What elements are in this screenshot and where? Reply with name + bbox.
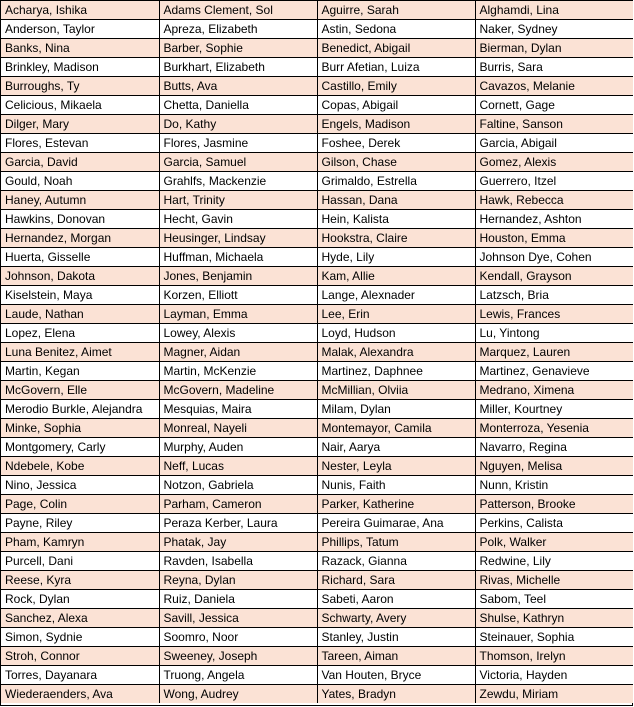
name-cell[interactable]: Pereira Guimarae, Ana bbox=[317, 514, 475, 533]
table-row bbox=[1, 419, 633, 438]
name-cell[interactable]: Martin, Kegan bbox=[1, 362, 159, 381]
table-row bbox=[1, 305, 633, 324]
name-cell[interactable]: Grimaldo, Estrella bbox=[317, 172, 475, 191]
name-cell[interactable]: Guerrero, Itzel bbox=[475, 172, 633, 191]
name-cell[interactable]: Sanchez, Alexa bbox=[1, 609, 159, 628]
name-cell[interactable]: Phatak, Jay bbox=[159, 533, 317, 552]
name-cell[interactable]: Chetta, Daniella bbox=[159, 96, 317, 115]
name-cell[interactable]: Wiederaenders, Ava bbox=[1, 685, 159, 704]
name-cell[interactable]: Laude, Nathan bbox=[1, 305, 159, 324]
table-row bbox=[1, 172, 633, 191]
name-cell[interactable]: Martinez, Daphnee bbox=[317, 362, 475, 381]
name-cell[interactable]: Lee, Erin bbox=[317, 305, 475, 324]
table-row bbox=[1, 381, 633, 400]
name-cell[interactable]: Lewis, Frances bbox=[475, 305, 633, 324]
name-cell[interactable]: Nair, Aarya bbox=[317, 438, 475, 457]
table-row bbox=[1, 96, 633, 115]
name-cell[interactable]: Medrano, Ximena bbox=[475, 381, 633, 400]
name-cell[interactable]: Tareen, Aiman bbox=[317, 647, 475, 666]
name-cell[interactable]: Miller, Kourtney bbox=[475, 400, 633, 419]
name-cell[interactable]: Loyd, Hudson bbox=[317, 324, 475, 343]
name-cell[interactable]: Foshee, Derek bbox=[317, 134, 475, 153]
name-cell[interactable]: Kam, Allie bbox=[317, 267, 475, 286]
name-cell[interactable]: Redwine, Lily bbox=[475, 552, 633, 571]
name-cell[interactable]: McMillian, Olviia bbox=[317, 381, 475, 400]
name-cell[interactable]: Sabom, Teel bbox=[475, 590, 633, 609]
name-cell[interactable]: Burr Afetian, Luiza bbox=[317, 58, 475, 77]
name-cell[interactable]: Montemayor, Camila bbox=[317, 419, 475, 438]
name-cell[interactable]: Ravden, Isabella bbox=[159, 552, 317, 571]
name-cell[interactable]: Wong, Audrey bbox=[159, 685, 317, 704]
name-cell[interactable]: Latzsch, Bria bbox=[475, 286, 633, 305]
table-row bbox=[1, 20, 633, 39]
name-cell[interactable]: Johnson Dye, Cohen bbox=[475, 248, 633, 267]
name-cell[interactable]: Haney, Autumn bbox=[1, 191, 159, 210]
name-cell[interactable]: Torres, Dayanara bbox=[1, 666, 159, 685]
name-cell[interactable]: Castillo, Emily bbox=[317, 77, 475, 96]
name-cell[interactable]: Cavazos, Melanie bbox=[475, 77, 633, 96]
name-cell[interactable]: Butts, Ava bbox=[159, 77, 317, 96]
name-cell[interactable]: Monterroza, Yesenia bbox=[475, 419, 633, 438]
name-cell[interactable]: Barber, Sophie bbox=[159, 39, 317, 58]
name-cell[interactable]: Phillips, Tatum bbox=[317, 533, 475, 552]
table-row bbox=[1, 343, 633, 362]
name-cell[interactable]: Hecht, Gavin bbox=[159, 210, 317, 229]
table-row bbox=[1, 77, 633, 96]
table-row bbox=[1, 324, 633, 343]
name-cell[interactable]: Engels, Madison bbox=[317, 115, 475, 134]
table-row bbox=[1, 533, 633, 552]
name-cell[interactable]: Alghamdi, Lina bbox=[475, 1, 633, 20]
table-row bbox=[1, 590, 633, 609]
name-cell[interactable]: Yates, Bradyn bbox=[317, 685, 475, 704]
name-cell[interactable]: Stroh, Connor bbox=[1, 647, 159, 666]
name-cell[interactable]: Navarro, Regina bbox=[475, 438, 633, 457]
name-cell[interactable]: Malak, Alexandra bbox=[317, 343, 475, 362]
name-cell[interactable]: Jones, Benjamin bbox=[159, 267, 317, 286]
name-cell[interactable]: Marquez, Lauren bbox=[475, 343, 633, 362]
name-cell[interactable]: Korzen, Elliott bbox=[159, 286, 317, 305]
name-cell[interactable]: Nunn, Kristin bbox=[475, 476, 633, 495]
name-cell[interactable]: Stanley, Justin bbox=[317, 628, 475, 647]
name-cell[interactable]: Houston, Emma bbox=[475, 229, 633, 248]
name-cell[interactable]: Huffman, Michaela bbox=[159, 248, 317, 267]
table-row bbox=[1, 58, 633, 77]
name-cell[interactable]: Lopez, Elena bbox=[1, 324, 159, 343]
name-cell[interactable]: Faltine, Sanson bbox=[475, 115, 633, 134]
name-cell[interactable]: Simon, Sydnie bbox=[1, 628, 159, 647]
table-row bbox=[1, 267, 633, 286]
name-cell[interactable]: Gould, Noah bbox=[1, 172, 159, 191]
name-cell[interactable]: Nester, Leyla bbox=[317, 457, 475, 476]
name-cell[interactable]: Ruiz, Daniela bbox=[159, 590, 317, 609]
name-cell[interactable]: Hernandez, Ashton bbox=[475, 210, 633, 229]
name-cell[interactable]: Pham, Kamryn bbox=[1, 533, 159, 552]
name-cell[interactable]: Grahlfs, Mackenzie bbox=[159, 172, 317, 191]
name-cell[interactable]: Nino, Jessica bbox=[1, 476, 159, 495]
name-cell[interactable]: Hookstra, Claire bbox=[317, 229, 475, 248]
name-cell[interactable]: Victoria, Hayden bbox=[475, 666, 633, 685]
table-row bbox=[1, 647, 633, 666]
name-cell[interactable]: Neff, Lucas bbox=[159, 457, 317, 476]
name-cell[interactable]: Burkhart, Elizabeth bbox=[159, 58, 317, 77]
name-cell[interactable]: Hawkins, Donovan bbox=[1, 210, 159, 229]
name-cell[interactable]: Garcia, Samuel bbox=[159, 153, 317, 172]
name-cell[interactable]: Lowey, Alexis bbox=[159, 324, 317, 343]
table-row bbox=[1, 362, 633, 381]
table-row bbox=[1, 514, 633, 533]
table-row bbox=[1, 400, 633, 419]
name-cell[interactable]: Truong, Angela bbox=[159, 666, 317, 685]
name-cell[interactable]: Payne, Riley bbox=[1, 514, 159, 533]
name-cell[interactable]: Richard, Sara bbox=[317, 571, 475, 590]
name-cell[interactable]: Hawk, Rebecca bbox=[475, 191, 633, 210]
name-cell[interactable]: Reese, Kyra bbox=[1, 571, 159, 590]
name-cell[interactable]: Gilson, Chase bbox=[317, 153, 475, 172]
name-cell[interactable]: Parker, Katherine bbox=[317, 495, 475, 514]
name-cell[interactable]: Parham, Cameron bbox=[159, 495, 317, 514]
name-cell[interactable]: Hein, Kalista bbox=[317, 210, 475, 229]
name-cell[interactable]: Nunis, Faith bbox=[317, 476, 475, 495]
name-cell[interactable]: Hernandez, Morgan bbox=[1, 229, 159, 248]
name-cell[interactable]: Rock, Dylan bbox=[1, 590, 159, 609]
name-cell[interactable]: Copas, Abigail bbox=[317, 96, 475, 115]
name-cell[interactable]: Hart, Trinity bbox=[159, 191, 317, 210]
name-cell[interactable]: McGovern, Elle bbox=[1, 381, 159, 400]
name-cell[interactable]: Lange, Alexnader bbox=[317, 286, 475, 305]
name-cell[interactable]: Perkins, Calista bbox=[475, 514, 633, 533]
name-cell[interactable]: Magner, Aidan bbox=[159, 343, 317, 362]
name-cell[interactable]: Astin, Sedona bbox=[317, 20, 475, 39]
name-cell[interactable]: Sabeti, Aaron bbox=[317, 590, 475, 609]
name-cell[interactable]: Banks, Nina bbox=[1, 39, 159, 58]
name-cell[interactable]: Aguirre, Sarah bbox=[317, 1, 475, 20]
name-cell[interactable]: Anderson, Taylor bbox=[1, 20, 159, 39]
name-cell[interactable]: Layman, Emma bbox=[159, 305, 317, 324]
name-cell[interactable]: Milam, Dylan bbox=[317, 400, 475, 419]
table-row bbox=[1, 476, 633, 495]
table-row bbox=[1, 609, 633, 628]
name-cell[interactable]: Lu, Yintong bbox=[475, 324, 633, 343]
name-cell[interactable]: Kendall, Grayson bbox=[475, 267, 633, 286]
table-row bbox=[1, 628, 633, 647]
table-row bbox=[1, 552, 633, 571]
name-cell[interactable]: Zewdu, Miriam bbox=[475, 685, 633, 704]
name-cell[interactable]: Johnson, Dakota bbox=[1, 267, 159, 286]
name-cell[interactable]: Polk, Walker bbox=[475, 533, 633, 552]
name-cell[interactable]: Burris, Sara bbox=[475, 58, 633, 77]
name-cell[interactable]: Garcia, David bbox=[1, 153, 159, 172]
name-cell[interactable]: Schwarty, Avery bbox=[317, 609, 475, 628]
name-cell[interactable]: Celicious, Mikaela bbox=[1, 96, 159, 115]
name-cell[interactable]: Savill, Jessica bbox=[159, 609, 317, 628]
name-cell[interactable]: Kiselstein, Maya bbox=[1, 286, 159, 305]
name-cell[interactable]: Shulse, Kathryn bbox=[475, 609, 633, 628]
name-cell[interactable]: Hyde, Lily bbox=[317, 248, 475, 267]
table-row bbox=[1, 134, 633, 153]
name-cell[interactable]: Notzon, Gabriela bbox=[159, 476, 317, 495]
name-cell[interactable]: Soomro, Noor bbox=[159, 628, 317, 647]
table-row bbox=[1, 571, 633, 590]
table-row bbox=[1, 286, 633, 305]
name-cell[interactable]: Minke, Sophia bbox=[1, 419, 159, 438]
name-cell[interactable]: Garcia, Abigail bbox=[475, 134, 633, 153]
name-cell[interactable]: Flores, Jasmine bbox=[159, 134, 317, 153]
name-cell[interactable]: Luna Benitez, Aimet bbox=[1, 343, 159, 362]
name-cell[interactable]: Merodio Burkle, Alejandra bbox=[1, 400, 159, 419]
table-row bbox=[1, 495, 633, 514]
name-cell[interactable]: Montgomery, Carly bbox=[1, 438, 159, 457]
name-cell[interactable]: Razack, Gianna bbox=[317, 552, 475, 571]
name-cell[interactable]: Adams Clement, Sol bbox=[159, 1, 317, 20]
name-cell[interactable]: Sweeney, Joseph bbox=[159, 647, 317, 666]
table-row bbox=[1, 685, 633, 704]
name-cell[interactable]: Ndebele, Kobe bbox=[1, 457, 159, 476]
name-cell[interactable]: Thomson, Irelyn bbox=[475, 647, 633, 666]
name-cell[interactable]: Martin, McKenzie bbox=[159, 362, 317, 381]
table-row bbox=[1, 210, 633, 229]
name-cell[interactable]: Gomez, Alexis bbox=[475, 153, 633, 172]
table-row bbox=[1, 229, 633, 248]
name-cell[interactable]: Martinez, Genaviеve bbox=[475, 362, 633, 381]
name-cell[interactable]: Burroughs, Ty bbox=[1, 77, 159, 96]
table-row bbox=[1, 153, 633, 172]
name-cell[interactable]: Huerta, Gisselle bbox=[1, 248, 159, 267]
table-row bbox=[1, 191, 633, 210]
name-cell[interactable]: Reyna, Dylan bbox=[159, 571, 317, 590]
table-row bbox=[1, 438, 633, 457]
name-cell[interactable]: Nguyen, Melisa bbox=[475, 457, 633, 476]
name-cell[interactable]: Bierman, Dylan bbox=[475, 39, 633, 58]
name-cell[interactable]: Hassan, Dana bbox=[317, 191, 475, 210]
name-roster-table bbox=[1, 1, 633, 703]
name-cell[interactable]: Naker, Sydney bbox=[475, 20, 633, 39]
name-cell[interactable]: Patterson, Brooke bbox=[475, 495, 633, 514]
table-row bbox=[1, 457, 633, 476]
name-cell[interactable]: Heusinger, Lindsay bbox=[159, 229, 317, 248]
name-cell[interactable]: Brinkley, Madison bbox=[1, 58, 159, 77]
name-cell[interactable]: Dilger, Mary bbox=[1, 115, 159, 134]
table-row bbox=[1, 115, 633, 134]
name-cell[interactable]: Flores, Estevan bbox=[1, 134, 159, 153]
table-row bbox=[1, 1, 633, 20]
name-cell[interactable]: Apreza, Elizabeth bbox=[159, 20, 317, 39]
name-cell[interactable]: McGovern, Madeline bbox=[159, 381, 317, 400]
name-cell[interactable]: Cornett, Gage bbox=[475, 96, 633, 115]
name-cell[interactable]: Do, Kathy bbox=[159, 115, 317, 134]
name-cell[interactable]: Acharya, Ishika bbox=[1, 1, 159, 20]
name-cell[interactable]: Purcell, Dani bbox=[1, 552, 159, 571]
name-cell[interactable]: Mesquias, Maira bbox=[159, 400, 317, 419]
name-cell[interactable]: Steinauer, Sophia bbox=[475, 628, 633, 647]
roster-body bbox=[1, 1, 633, 703]
name-cell[interactable]: Monreal, Nayeli bbox=[159, 419, 317, 438]
table-row bbox=[1, 666, 633, 685]
table-row bbox=[1, 248, 633, 267]
table-row bbox=[1, 39, 633, 58]
name-cell[interactable]: Benedict, Abigail bbox=[317, 39, 475, 58]
name-cell[interactable]: Murphy, Auden bbox=[159, 438, 317, 457]
name-cell[interactable]: Peraza Kerber, Laura bbox=[159, 514, 317, 533]
name-cell[interactable]: Page, Colin bbox=[1, 495, 159, 514]
name-cell[interactable]: Rivas, Michelle bbox=[475, 571, 633, 590]
name-cell[interactable]: Van Houten, Bryce bbox=[317, 666, 475, 685]
